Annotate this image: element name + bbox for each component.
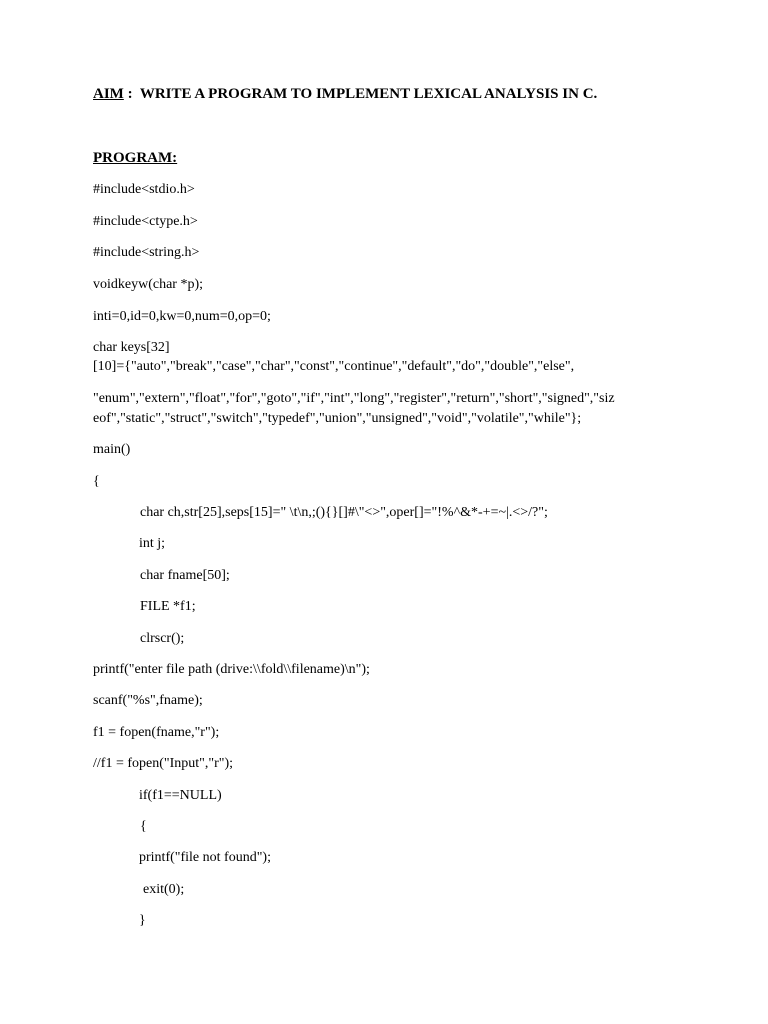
code-line: char keys[32] xyxy=(93,340,170,355)
code-line: char fname[50]; xyxy=(140,568,230,583)
aim-text: WRITE A PROGRAM TO IMPLEMENT LEXICAL ANALYSIS IN C. xyxy=(139,86,598,102)
code-line: [10]={"auto","break","case","char","const","continue","default","do","double","else", xyxy=(93,359,575,374)
aim-statement xyxy=(93,86,597,103)
code-line: } xyxy=(139,913,146,928)
aim-label: AIM xyxy=(93,86,124,102)
code-line: exit(0); xyxy=(143,882,185,897)
code-line: printf("file not found"); xyxy=(139,850,271,865)
code-line: int j; xyxy=(139,536,166,551)
aim-separator: : xyxy=(123,86,140,102)
code-line: if(f1==NULL) xyxy=(139,788,222,803)
code-line: printf("enter file path (drive:\\fold\\filename)\n"); xyxy=(93,662,370,677)
code-line: eof","static","struct","switch","typedef","union","unsigned","void","volatile","while"}; xyxy=(93,411,582,426)
code-line: //f1 = fopen("Input","r"); xyxy=(93,756,233,771)
code-line: #include<ctype.h> xyxy=(93,214,198,229)
code-line: char ch,str[25],seps[15]=" \t\n,;(){}[]#\"<>",oper[]="!%^&*-+=~|.<>/?"; xyxy=(140,505,548,520)
code-line: #include<string.h> xyxy=(93,245,200,260)
code-line: inti=0,id=0,kw=0,num=0,op=0; xyxy=(93,309,271,324)
code-line: FILE *f1; xyxy=(140,599,196,614)
code-line: "enum","extern","float","for","goto","if","int","long","register","return","short","signed","siz xyxy=(93,391,615,406)
code-line: { xyxy=(93,474,100,489)
code-line: clrscr(); xyxy=(140,631,185,646)
code-line: #include<stdio.h> xyxy=(93,182,195,197)
code-line: f1 = fopen(fname,"r"); xyxy=(93,725,220,740)
program-heading: PROGRAM: xyxy=(93,150,178,166)
code-line: scanf("%s",fname); xyxy=(93,693,203,708)
code-line: main() xyxy=(93,442,131,457)
code-line: voidkeyw(char *p); xyxy=(93,277,204,292)
code-line: { xyxy=(140,819,147,834)
